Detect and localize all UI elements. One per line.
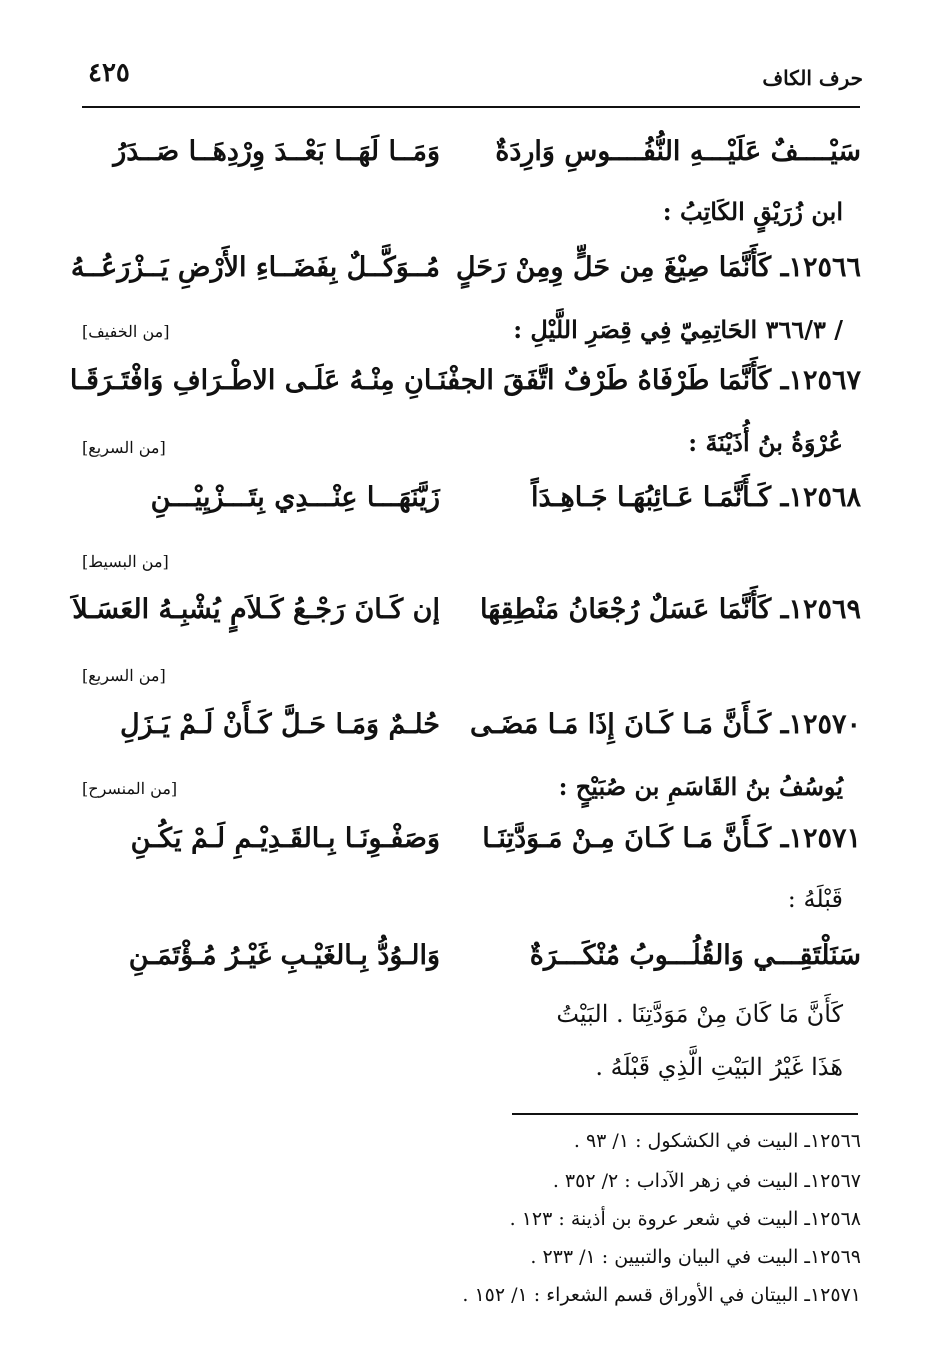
meter-label: [من البسيط] <box>82 552 169 571</box>
footnote-rule <box>512 1113 858 1115</box>
running-header: حرف الكاف <box>762 66 863 90</box>
verse-second-hemistich: مُــوَكَّــلٌ بِفَضَــاءِ الأَرْضِ يَــزْرَعُــهُ <box>70 252 440 283</box>
footnote: ١٢٥٦٦ـ البيت في الكشكول : ١/ ٩٣ . <box>573 1130 861 1152</box>
meter-label: [من المنسرح] <box>82 779 178 798</box>
commentary-line: قَبْلَهُ : <box>787 885 843 913</box>
verse-second-hemistich: وَمَــا لَهَــا بَعْــدَ وِرْدِهَــا صَــدَرُ <box>113 136 440 167</box>
poet-attribution: / ٣٦٦/٣ الحَاتِمِيّ فِي قِصَرِ اللَّيْلِ : <box>513 315 843 344</box>
verse-first-hemistich: ١٢٥٦٩ـ كَأَنَّمَا عَسَلٌ رُجْعَانُ مَنْطِقِهَا <box>480 594 861 625</box>
verse-second-hemistich: زَيَّنَهَـــا عِنْـــدِي بِتَـــزْيِيْـــنِ <box>150 482 440 513</box>
verse-second-hemistich: حُلـمٌ وَمَـا حَـلَّ كَـأَنْ لَـمْ يَـزَلِ <box>119 709 440 740</box>
commentary-line: كَأَنَّ مَا كَانَ مِنْ مَوَدَّتِنَا . البَيْتُ <box>556 1000 843 1028</box>
verse-first-hemistich: سَنَلْتَقِـــي وَالقُلُـــوبُ مُنْكَـــرَةٌ <box>529 940 861 971</box>
verse-second-hemistich: إن كَـانَ رَجْـعُ كَـلاَمٍ يُشْبِـهُ العَسَـلاَ <box>72 594 440 625</box>
poet-attribution: عُرْوَةُ بنُ أُذَيْنَةَ : <box>688 428 843 457</box>
footnote: ١٢٥٦٨ـ البيت في شعر عروة بن أذينة : ١٢٣ . <box>509 1208 861 1230</box>
poet-attribution: ابن زُرَيْقٍ الكَاتِبُ : <box>662 197 843 226</box>
verse-second-hemistich: وَصَفْـوِنَـا بِـالقَـدِيْـمِ لَـمْ يَكُـنِ <box>130 823 440 854</box>
page-number: ٤٢٥ <box>88 58 130 88</box>
header-rule <box>82 106 860 108</box>
verse-first-hemistich: ١٢٥٧١ـ كَـأَنَّ مَـا كَـانَ مِـنْ مَـوَدَّتِنَـا <box>482 823 861 854</box>
footnote: ١٢٥٦٩ـ البيت في البيان والتبيين : ١/ ٢٣٣ . <box>530 1246 861 1268</box>
footnote: ١٢٥٦٧ـ البيت في زهر الآداب : ٢/ ٣٥٢ . <box>552 1170 861 1192</box>
verse-second-hemistich: ـانِ مِنْـهُ عَلَـى الاطْـرَافِ وَافْتَـرَقَـا <box>69 365 440 396</box>
verse-first-hemistich: ١٢٥٦٧ـ كَأَنَّمَا طَرْفَاهُ طَرْفٌ اتَّفَقَ الجفْنَـ <box>431 365 861 396</box>
verse-first-hemistich: ١٢٥٧٠ـ كَـأَنَّ مَـا كَـانَ إِذَا مَـا مَضَـى <box>470 709 861 740</box>
verse-first-hemistich: سَيْــــفٌ عَلَيْـــهِ النُّفُــــوسِ وَارِدَةٌ <box>495 136 861 167</box>
meter-label: [من الخفيف] <box>82 322 170 341</box>
verse-first-hemistich: ١٢٥٦٦ـ كَأَنَّمَا صِيْغَ مِن حَلٍّ وِمِنْ رَحَلٍ <box>455 252 861 283</box>
verse-first-hemistich: ١٢٥٦٨ـ كَـأَنَّمَـا عَـائِبُهَـا جَـاهِـدَاً <box>530 482 861 513</box>
verse-second-hemistich: وَالـوُدُّ بِـالغَيْـبِ غَيْـرُ مُـؤْتَمَـنِ <box>128 940 440 971</box>
meter-label: [من السريع] <box>82 666 166 685</box>
commentary-line: هَذَا غَيْرُ البَيْتِ الَّذِي قَبْلَهُ . <box>595 1053 843 1081</box>
poet-attribution: يُوسُفُ بنُ القَاسَمِ بن صُبَيْحٍ : <box>558 772 843 801</box>
footnote: ١٢٥٧١ـ البيتان في الأوراق قسم الشعراء : ١/ ١٥٢ . <box>462 1284 861 1306</box>
meter-label: [من السريع] <box>82 438 166 457</box>
